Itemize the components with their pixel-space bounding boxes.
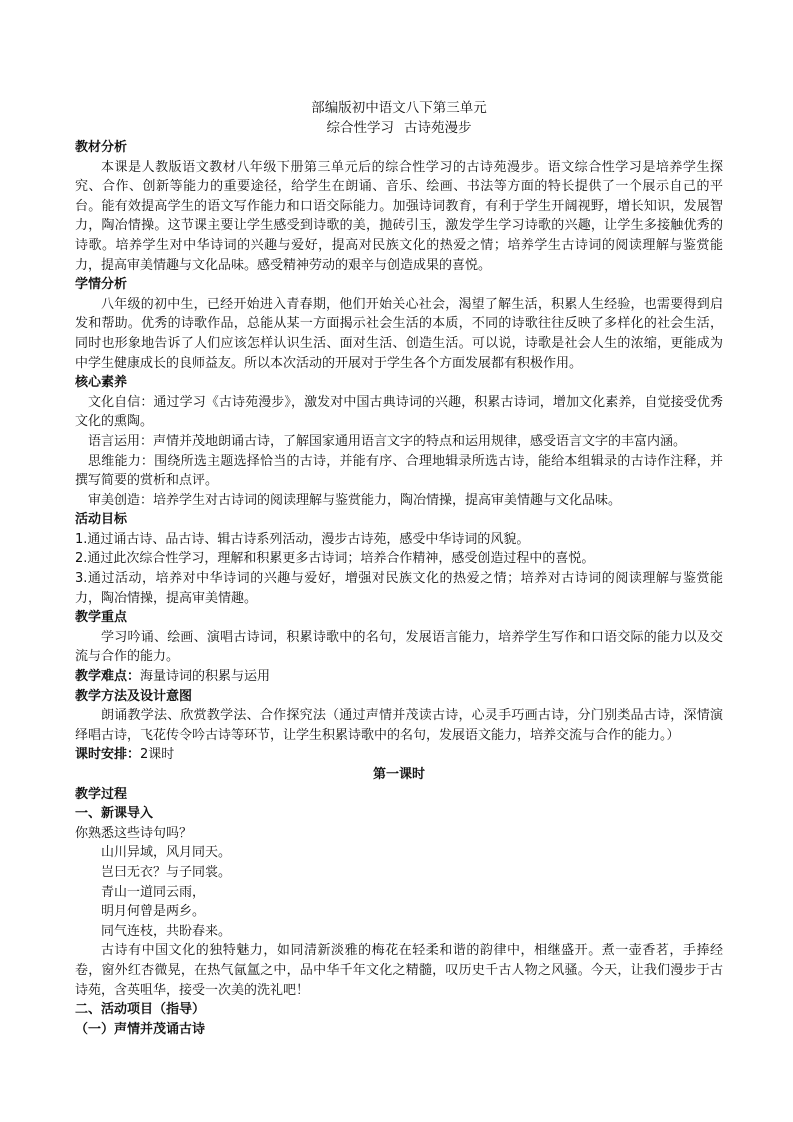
para-fangfa: 朗诵教学法、欣赏教学法、合作探究法（通过声情并茂读古诗，心灵手巧画古诗，分门别类品古诗，深情演绎唱古诗，飞花传令吟古诗等环节，让学生积累诗歌中的名句，发展语文能力，培养交流与合作的能力。）	[75, 708, 723, 743]
hexin-item: 语言运用：声情并茂地朗诵古诗，了解国家通用语言文字的特点和运用规律，感受语言文字的丰富内涵。	[88, 433, 687, 449]
heading-hexin: 核心素养	[75, 375, 128, 391]
para-intro: 古诗有中国文化的独特魅力，如同清新淡雅的梅花在轻柔和谐的韵律中，相继盛开。煮一壶香茗，手捧经卷，窗外红杏微晃，在热气氤氲之中，品中华千年文化之精髓，叹历史千古人物之风骚。今天，让我们漫步于古诗苑，含英咀华，接受一次美的洗礼吧！	[75, 943, 723, 998]
poem-line: 同气连枝，共盼春来。	[101, 923, 232, 939]
heading-process: 教学过程	[75, 786, 128, 802]
document-page	[75, 98, 723, 1039]
keshi-text: 2课时	[140, 747, 175, 763]
heading-mubiao: 活动目标	[75, 512, 128, 528]
heading-part1: 一、新课导入	[75, 806, 154, 822]
subtitle-part-b: 古诗苑漫步	[404, 120, 472, 136]
heading-fangfa: 教学方法及设计意图	[75, 688, 193, 704]
heading-sub1: （一）声情并茂诵古诗	[75, 1021, 206, 1037]
hexin-item: 文化自信：通过学习《古诗苑漫步》，激发对中国古典诗词的兴趣，积累古诗词，增加文化素养，自觉接受优秀文化的熏陶。	[75, 394, 723, 430]
poem-line: 山川异域，风月同天。	[101, 845, 232, 861]
heading-zhongdian: 教学重点	[75, 610, 128, 626]
poem-line: 明月何曾是两乡。	[101, 904, 206, 920]
poem-line: 岂曰无衣？与子同裳。	[101, 864, 232, 880]
para-jiaocai: 本课是人教版语文教材八年级下册第三单元后的综合性学习的古诗苑漫步。语文综合性学习是培养学生探究、合作、创新等能力的重要途径，给学生在朗诵、音乐、绘画、书法等方面的特长提供了一个展示自己的平台。能有效提高学生的语文写作能力和口语交际能力。加强诗词教育，有利于学生开阔视野，增长知识，发展智力，陶冶情操。这节课主要让学生感受到诗歌的美，抛砖引玉，激发学生学习诗歌的兴趣，让学生多接触优秀的诗歌。培养学生对中华诗词的兴趣与爱好，提高对民族文化的热爱之情；培养学生古诗词的阅读理解与鉴赏能力，提高审美情趣与文化品味。感受精神劳动的艰辛与创造成果的喜悦。	[75, 159, 723, 273]
para-zhongdian: 学习吟诵、绘画、演唱古诗词，积累诗歌中的名句，发展语言能力，培养学生写作和口语交际的能力以及交流与合作的能力。	[75, 629, 723, 665]
doc-subtitle	[75, 118, 723, 138]
intro-question: 你熟悉这些诗句吗？	[75, 825, 193, 841]
heading-part2: 二、活动项目（指导）	[75, 1002, 206, 1018]
doc-title: 部编版初中语文八下第三单元	[311, 100, 487, 116]
hexin-item: 思维能力：围绕所选主题选择恰当的古诗，并能有序、合理地辑录所选古诗，能给本组辑录的古诗作注释，并撰写简要的赏析和点评。	[75, 453, 723, 489]
subtitle-part-a: 综合性学习	[326, 120, 394, 136]
nandian-line	[75, 667, 723, 687]
nandian-label: 教学难点：	[75, 669, 141, 685]
nandian-text: 海量诗词的积累与运用	[140, 669, 271, 685]
keshi-label: 课时安排：	[75, 747, 141, 763]
para-xueqing: 八年级的初中生，已经开始进入青春期，他们开始关心社会，渴望了解生活，积累人生经验，也需要得到启发和帮助。优秀的诗歌作品，总能从某一方面揭示社会生活的本质，不同的诗歌往往反映了多样化的社会生活，同时也形象地告诉了人们应该怎样认识生活、面对生活、创造生活。可以说，诗歌是社会人生的浓缩，更能成为中学生健康成长的良师益友。所以本次活动的开展对于学生各个方面发展都有积极作用。	[75, 296, 723, 371]
poem-line: 青山一道同云雨，	[101, 884, 206, 900]
heading-xueqing: 学情分析	[75, 277, 128, 293]
mubiao-item: 1.通过诵古诗、品古诗、辑古诗系列活动，漫步古诗苑，感受中华诗词的风貌。	[75, 531, 530, 547]
hexin-item: 审美创造：培养学生对古诗词的阅读理解与鉴赏能力，陶冶情操，提高审美情趣与文化品味。	[88, 492, 622, 508]
mubiao-item: 2.通过此次综合性学习，理解和积累更多古诗词；培养合作精神，感受创造过程中的喜悦。	[75, 551, 595, 567]
keshi-line	[75, 745, 723, 765]
lesson-title: 第一课时	[372, 767, 425, 782]
mubiao-item: 3.通过活动，培养对中华诗词的兴趣与爱好，增强对民族文化的热爱之情；培养对古诗词的阅读理解与鉴赏能力，陶冶情操，提高审美情趣。	[75, 571, 723, 606]
heading-jiaocai: 教材分析	[75, 140, 128, 155]
